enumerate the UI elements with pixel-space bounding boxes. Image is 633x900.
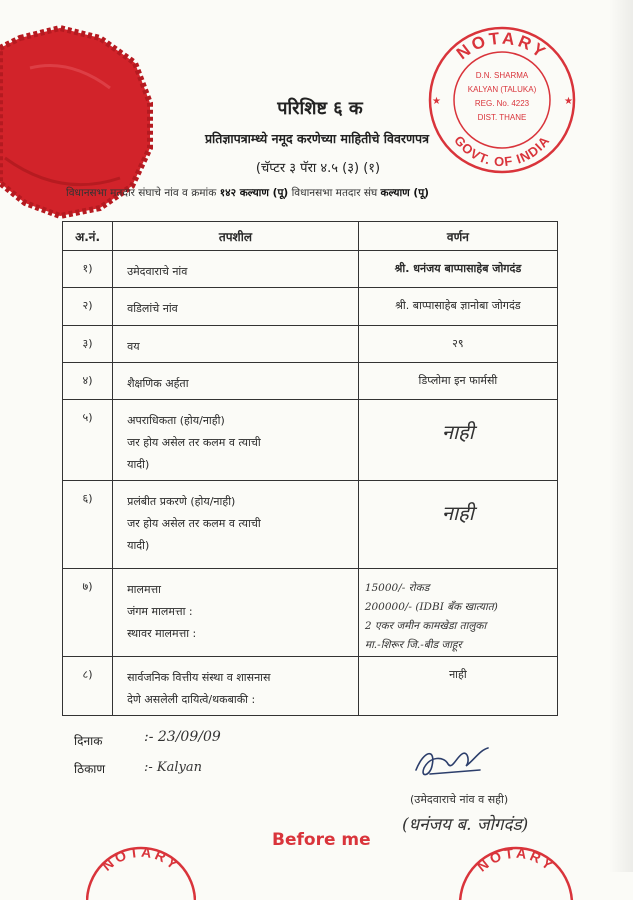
before-me-label: Before me [272, 830, 371, 850]
asset-line: मा.-शिरूर जि.-बीड जाहूर [364, 639, 462, 651]
row-number: ३) [63, 326, 113, 363]
chapter-reference: (चॅप्टर ३ पॅरा ४.५ (३) (१) [255, 161, 381, 176]
stamp-footer-text: GOVT. OF INDIA [451, 132, 553, 170]
row-label-line: यादी) [127, 458, 150, 471]
table-row [63, 657, 558, 716]
header-description: वर्णन [358, 222, 557, 251]
row-label-line: अपराधिकता (होय/नाही) [127, 414, 225, 427]
header-serial: अ.नं. [63, 222, 113, 251]
asset-line: 200000/- (IDBI बँक खात्यात) [364, 601, 498, 613]
row-number: ५) [63, 400, 113, 481]
row-value-handwritten: नाही [358, 400, 557, 481]
notary-stamp-bottom-left [86, 840, 196, 900]
row-label [113, 657, 359, 716]
row-number: २) [63, 288, 113, 326]
row-label [113, 481, 359, 569]
asset-line: 2 एकर जमीन कामखेडा तालुका [364, 620, 487, 632]
table-row [63, 481, 558, 569]
signature-name: (धनंजय ब. जोगदंड) [402, 815, 529, 835]
constituency-name: कल्याण (पू) [380, 187, 429, 199]
row-value-handwritten: नाही [358, 481, 557, 569]
notary-stamp-bottom-right [456, 840, 576, 900]
table-row [63, 251, 558, 288]
row-number: १) [63, 251, 113, 288]
row-label-line: देणे असलेली दायित्वे/थकबाकी : [127, 693, 256, 706]
row-label [113, 569, 359, 657]
row-label-line: प्रलंबीत प्रकरणे (होय/नाही) [127, 495, 236, 508]
row-label: वय [113, 326, 359, 363]
date-label: दिनाक [74, 734, 103, 748]
stamp-line-2: KALYAN (TALUKA) [467, 85, 537, 94]
row-value: डिप्लोमा इन फार्मसी [358, 363, 557, 400]
row-label-line: जर होय असेल तर कलम व त्याची [127, 436, 261, 449]
table-row [63, 569, 558, 657]
row-value: श्री. बाप्पासाहेब ज्ञानोबा जोगदंड [358, 288, 557, 326]
row-number: ८) [63, 657, 113, 716]
svg-text:NOTARY [453, 29, 551, 64]
asset-line: 15000/- रोकड [364, 582, 430, 594]
row-value: श्री. धनंजय बाप्पासाहेब जोगदंड [358, 251, 557, 288]
row-label: शैक्षणिक अर्हता [113, 363, 359, 400]
row-value: २९ [358, 326, 557, 363]
row-label-line: जर होय असेल तर कलम व त्याची [127, 517, 261, 530]
table-row [63, 288, 558, 326]
row-label-line: सार्वजनिक वित्तीय संस्था व शासनास [127, 671, 271, 684]
table-row [63, 363, 558, 400]
table-row [63, 326, 558, 363]
constituency-middle: विधानसभा मतदार संघ [291, 187, 378, 199]
stamp-star-left-icon: ★ [432, 96, 441, 107]
candidate-signature [410, 740, 500, 784]
stamp-bottom-left-text: NOTARY [98, 843, 184, 874]
signature-caption: (उमेदवाराचे नांव व सही) [410, 793, 509, 806]
place-value: :- Kalyan [144, 760, 202, 775]
constituency-number-name: १४२ कल्याण (पू) [219, 187, 289, 199]
document-subtitle: प्रतिज्ञापत्राम्ध्ये नमूद करणेच्या माहितीचे विवरणपत्र [204, 131, 430, 146]
stamp-line-1: D.N. SHARMA [475, 71, 529, 80]
row-number: ७) [63, 569, 113, 657]
row-number: ६) [63, 481, 113, 569]
affidavit-table [62, 221, 558, 716]
row-label [113, 400, 359, 481]
constituency-prefix: विधानसभा मतदार संघाचे नांव व क्रमांक [66, 187, 217, 199]
stamp-bottom-right-text: NOTARY [473, 844, 559, 875]
header-details: तपशील [113, 222, 359, 251]
date-value: :- 23/09/09 [144, 729, 221, 745]
table-row [63, 400, 558, 481]
notary-stamp [424, 22, 580, 178]
constituency-line [66, 186, 586, 200]
row-label-line: जंगम मालमत्ता : [127, 605, 193, 618]
stamp-line-3: REG. No. 4223 [474, 99, 530, 108]
row-value-handwritten [358, 569, 557, 657]
row-label: उमेदवाराचे नांव [113, 251, 359, 288]
row-value: नाही [358, 657, 557, 716]
row-label-line: स्थावर मालमत्ता : [127, 627, 197, 640]
place-label: ठिकाण [74, 762, 106, 776]
row-label-line: यादी) [127, 539, 150, 552]
stamp-header-text: NOTARY [452, 28, 552, 64]
document-title: परिशिष्ट ६ क [277, 98, 363, 119]
row-number: ४) [63, 363, 113, 400]
page-edge-shadow [609, 0, 633, 872]
stamp-line-4: DIST. THANE [477, 113, 527, 122]
row-label: वडिलांचे नांव [113, 288, 359, 326]
row-label-line: मालमत्ता [127, 583, 161, 596]
stamp-star-right-icon: ★ [564, 96, 573, 107]
